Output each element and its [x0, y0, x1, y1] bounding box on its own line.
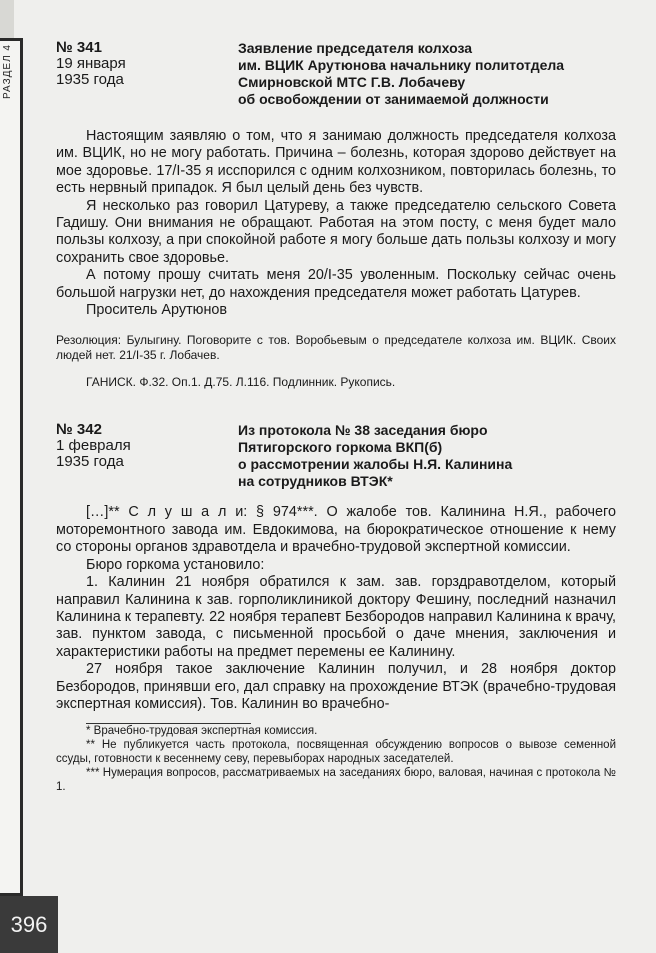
doc-341-header — [56, 40, 616, 108]
doc-341-signature: Проситель Арутюнов — [86, 302, 228, 319]
doc-342-meta — [56, 422, 238, 490]
doc-341-paragraph: Настоящим заявляю о том, что я занимаю должность председателя колхоза им. ВЦИК, но не могу работать. Причина – болезнь, которая здорово действует на мое здоровье. 17/I-35 я исспорился с одним колхозником, повторилась болезнь, то есть нервный припадок. Я был целый день без чувств. — [56, 128, 616, 197]
doc-341-title-line: Смирновской МТС Г.В. Лобачеву — [238, 74, 466, 90]
doc-342-paragraph: […]** С л у ш а л и: § 974***. О жалобе тов. Калинина Н.Я., рабочего моторемонтного завода им. Евдокимова, на бюрократическое отношение к нему со стороны органов здравотдела и врачебно-трудовой экспертной комиссии. — [56, 504, 616, 556]
doc-341-date-day: 19 января — [56, 55, 126, 72]
section-label: РАЗДЕЛ 4 — [2, 44, 13, 99]
doc-342-paragraph: 1. Калинин 21 ноября обратился к зам. зав. горздравотделом, который направил Калинина к зав. горполиклиникой доктору Фешину, последний назначил Калинина к терапевту. 22 ноября терапевт Безбородов направил Калинина к врачу, зав. пунктом завода, с письменной просьбой о даче мнения, заключения и характеристики работы на предмет перемены ее Калинину. — [56, 574, 616, 660]
page-content — [56, 40, 616, 794]
doc-341-title-line: об освобождении от занимаемой должности — [238, 91, 549, 107]
doc-341-title — [238, 40, 564, 108]
doc-342-date-day: 1 февраля — [56, 437, 131, 455]
doc-342-title-line: Из протокола № 38 заседания бюро — [238, 422, 488, 439]
footnote: *** Нумерация вопросов, рассматриваемых на заседаниях бюро, валовая, начиная с протокола № 1. — [56, 767, 616, 794]
footnotes — [56, 724, 616, 794]
doc-341-paragraph: Я несколько раз говорил Цатуреву, а также председателю сельского Совета Гадишу. Они внимания не обращают. Работая на этом посту, с меня будет мало пользы колхозу, а при спокойной работе я могу больше дать пользы колхозу и могу сохранить свое здоровье. — [56, 197, 616, 266]
doc-341-paragraph: А потому прошу считать меня 20/I-35 уволенным. Поскольку сейчас очень большой нагрузки нет, до нахождения председателя может работать Цатурев. — [56, 267, 616, 301]
doc-341-number: № 341 — [56, 39, 102, 56]
doc-342-header — [56, 422, 616, 490]
doc-341-title-line: им. ВЦИК Арутюнова начальнику политотдела — [238, 57, 565, 73]
doc-342-title-line: о рассмотрении жалобы Н.Я. Калинина — [238, 456, 513, 473]
footnote: ** Не публикуется часть протокола, посвященная обсуждению вопросов о вывозе семенной ссуды, готовности к весеннему севу, перевыборах народных заседателей. — [56, 739, 616, 766]
doc-341-archive-reference: ГАНИСК. Ф.32. Оп.1. Д.75. Л.116. Подлинник. Рукопись. — [86, 375, 396, 390]
doc-341-date-year: 1935 года — [56, 71, 124, 88]
footnote: * Врачебно-трудовая экспертная комиссия. — [86, 725, 318, 738]
doc-342-date-year: 1935 года — [56, 453, 124, 471]
doc-342-title-line: Пятигорского горкома ВКП(б) — [238, 439, 443, 456]
page-number: 396 — [0, 896, 58, 953]
doc-342-paragraph: 27 ноября такое заключение Калинин получил, и 28 ноября доктор Безбородов, принявши его, дал справку на прохождение ВТЭК (врачебно-трудовая экспертная комиссия). Тов. Калинин во врачебно- — [56, 661, 616, 712]
doc-342-title — [238, 422, 512, 490]
doc-342-title-line: на сотрудников ВТЭК* — [238, 473, 393, 490]
doc-342-paragraph: Бюро горкома установило: — [86, 556, 265, 573]
doc-341-resolution: Резолюция: Булыгину. Поговорите с тов. Воробьевым о председателе колхоза им. ВЦИК. Своих людей нет. 21/I-35 г. Лобачев. — [56, 333, 616, 363]
section-side-bar — [0, 38, 23, 896]
doc-341-title-line: Заявление председателя колхоза — [238, 40, 473, 56]
doc-342-number: № 342 — [56, 421, 102, 439]
doc-341-meta — [56, 40, 238, 108]
